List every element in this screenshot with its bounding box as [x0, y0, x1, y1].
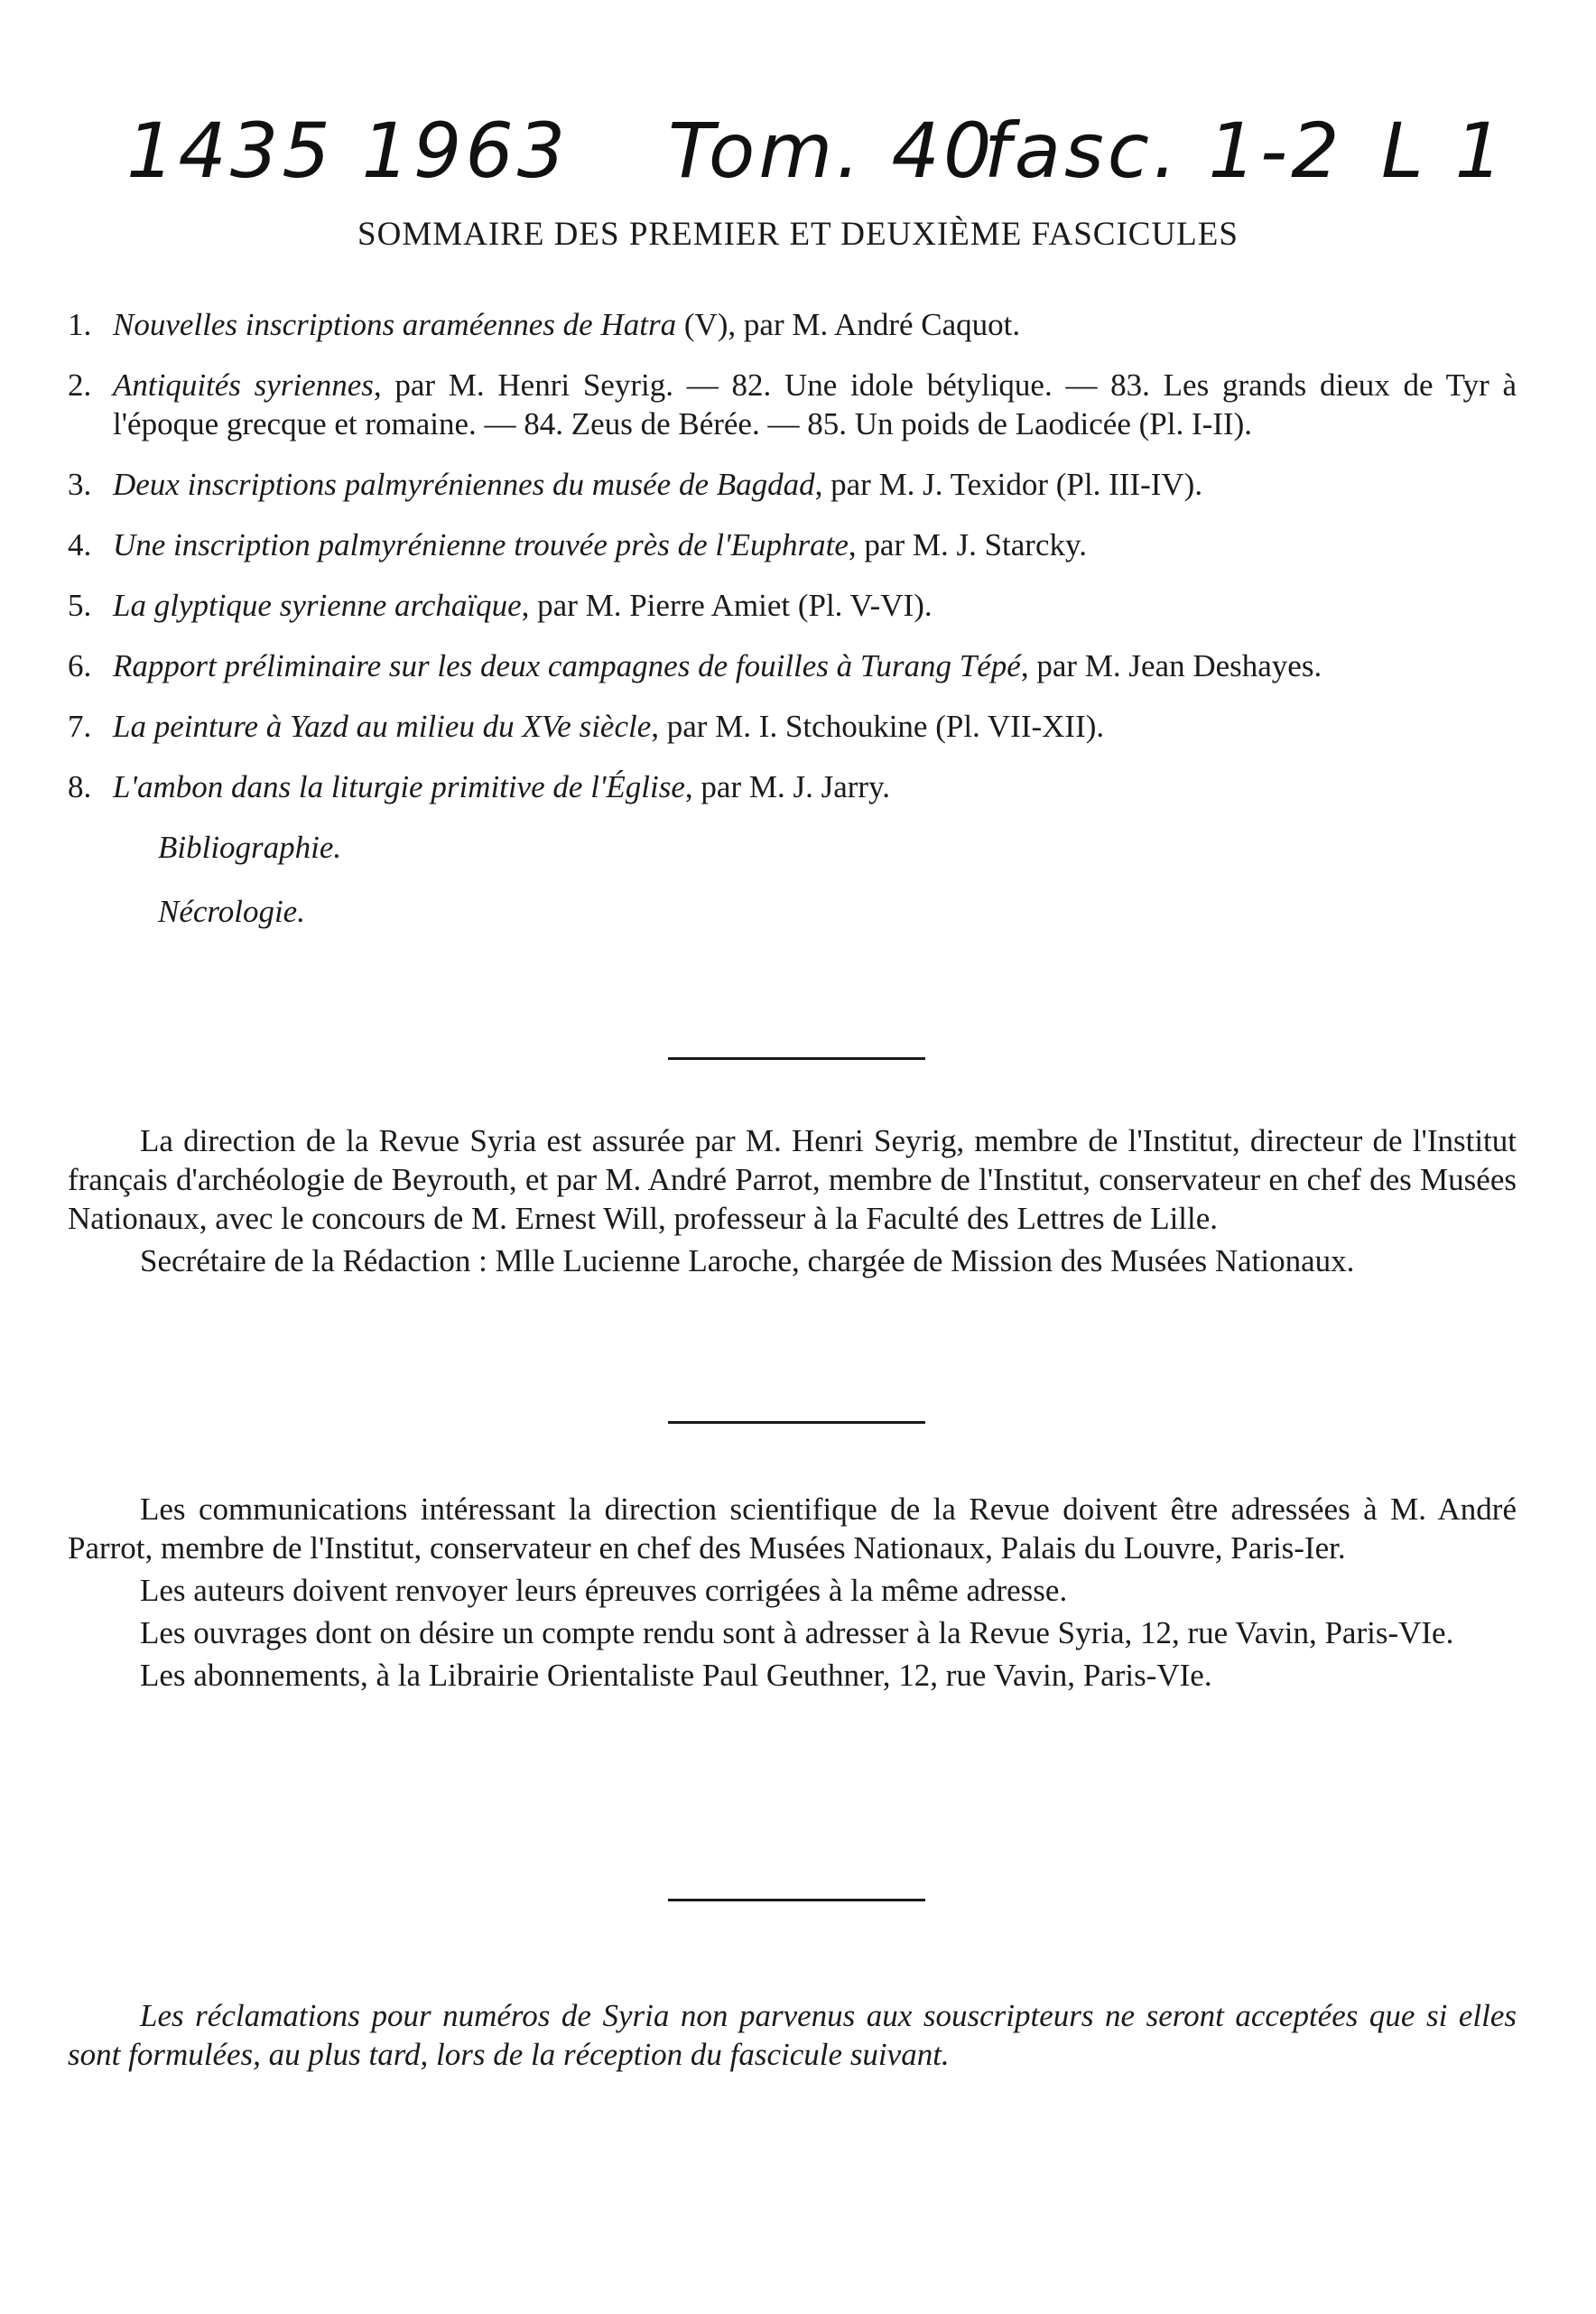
handwritten-annotation — [108, 107, 1517, 215]
authors-paragraph: Les auteurs doivent renvoyer leurs épreuves corrigées à la même adresse. — [140, 1573, 1068, 1608]
toc-number: 7. — [68, 709, 92, 744]
toc-title: Antiquités syriennes — [113, 367, 374, 403]
toc-item — [68, 707, 1517, 746]
claims-notice: Les réclamations pour numéros de Syria non parvenus aux souscripteurs ne seront acceptées que si elles sont formulées, au plus tard, lors de la réception du fascicule suivant. — [68, 1998, 1517, 2072]
toc-title: L'ambon dans la liturgie primitive de l'Église — [113, 769, 685, 804]
handwritten-tome: Tom. 40 — [668, 107, 996, 195]
toc-item — [68, 305, 1517, 344]
handwritten-ref: 1435 1963 — [126, 107, 570, 195]
toc-title: Une inscription palmyrénienne trouvée près de l'Euphrate — [113, 527, 849, 562]
toc-bibliographie: Bibliographie. — [158, 830, 342, 865]
toc-item — [68, 586, 1517, 625]
divider-rule — [668, 1899, 925, 1901]
toc-author: , par M. J. Starcky. — [848, 527, 1087, 562]
toc-author: (V), par M. André Caquot. — [676, 307, 1021, 342]
toc-author: , par M. Jean Deshayes. — [1020, 648, 1322, 683]
handwritten-code: L 1 — [1381, 107, 1507, 195]
toc-author: , par M. J. Jarry. — [684, 769, 891, 804]
toc-number: 4. — [68, 527, 92, 562]
table-of-contents — [68, 305, 1517, 956]
toc-item — [68, 366, 1517, 443]
toc-number: 5. — [68, 588, 92, 623]
toc-item — [68, 465, 1517, 504]
communications-paragraph: Les communications intéressant la direction scientifique de la Revue doivent être adressées à M. André Parrot, membre de l'Institut, conservateur en chef des Musées Nationaux, Palais du Louvre, Paris-Ier. — [68, 1492, 1517, 1566]
page-title: SOMMAIRE DES PREMIER ET DEUXIÈME FASCICULES — [357, 216, 1239, 253]
handwritten-fasc: fasc. 1-2 — [984, 107, 1343, 195]
toc-number: 6. — [68, 648, 92, 683]
divider-rule — [668, 1421, 925, 1424]
direction-section — [68, 1121, 1517, 1284]
toc-title: La peinture à Yazd au milieu du XVe siècle — [113, 709, 652, 744]
subscriptions-paragraph: Les abonnements, à la Librairie Orientaliste Paul Geuthner, 12, rue Vavin, Paris-VIe. — [140, 1658, 1212, 1693]
toc-item — [68, 646, 1517, 685]
toc-title: Deux inscriptions palmyréniennes du musée de Bagdad — [113, 467, 815, 502]
toc-author: , par M. Henri Seyrig. — 82. Une idole bétylique. — 83. Les grands dieux de Tyr à l'époque grecque et romaine. — 84. Zeus de Bérée. — 85. Un poids de Laodicée (Pl. I-II). — [113, 367, 1517, 441]
toc-number: 2. — [68, 367, 92, 403]
toc-number: 3. — [68, 467, 92, 502]
divider-rule — [668, 1057, 925, 1060]
toc-title: La glyptique syrienne archaïque — [113, 588, 522, 623]
secretary-paragraph: Secrétaire de la Rédaction : Mlle Lucienne Laroche, chargée de Mission des Musées Nationaux. — [140, 1243, 1355, 1278]
toc-necrologie: Nécrologie. — [158, 894, 305, 929]
toc-title: Nouvelles inscriptions araméennes de Hatra — [113, 307, 677, 342]
communications-section — [68, 1490, 1517, 1698]
toc-item — [68, 767, 1517, 806]
toc-number: 8. — [68, 769, 92, 804]
toc-author: , par M. I. Stchoukine (Pl. VII-XII). — [651, 709, 1105, 744]
toc-author: , par M. Pierre Amiet (Pl. V-VI). — [521, 588, 933, 623]
toc-item — [68, 525, 1517, 564]
direction-paragraph: La direction de la Revue Syria est assurée par M. Henri Seyrig, membre de l'Institut, directeur de l'Institut français d'archéologie de Beyrouth, et par M. André Parrot, membre de l'Institut, conservateur en chef des Musées Nationaux, avec le concours de M. Ernest Will, professeur à la Faculté des Lettres de Lille. — [68, 1123, 1517, 1236]
toc-title: Rapport préliminaire sur les deux campagnes de fouilles à Turang Tépé — [113, 648, 1021, 683]
toc-author: , par M. J. Texidor (Pl. III-IV). — [814, 467, 1203, 502]
toc-number: 1. — [68, 307, 92, 342]
reviews-paragraph: Les ouvrages dont on désire un compte rendu sont à adresser à la Revue Syria, 12, rue Vavin, Paris-VIe. — [140, 1615, 1454, 1650]
notice-section — [68, 1965, 1517, 2105]
